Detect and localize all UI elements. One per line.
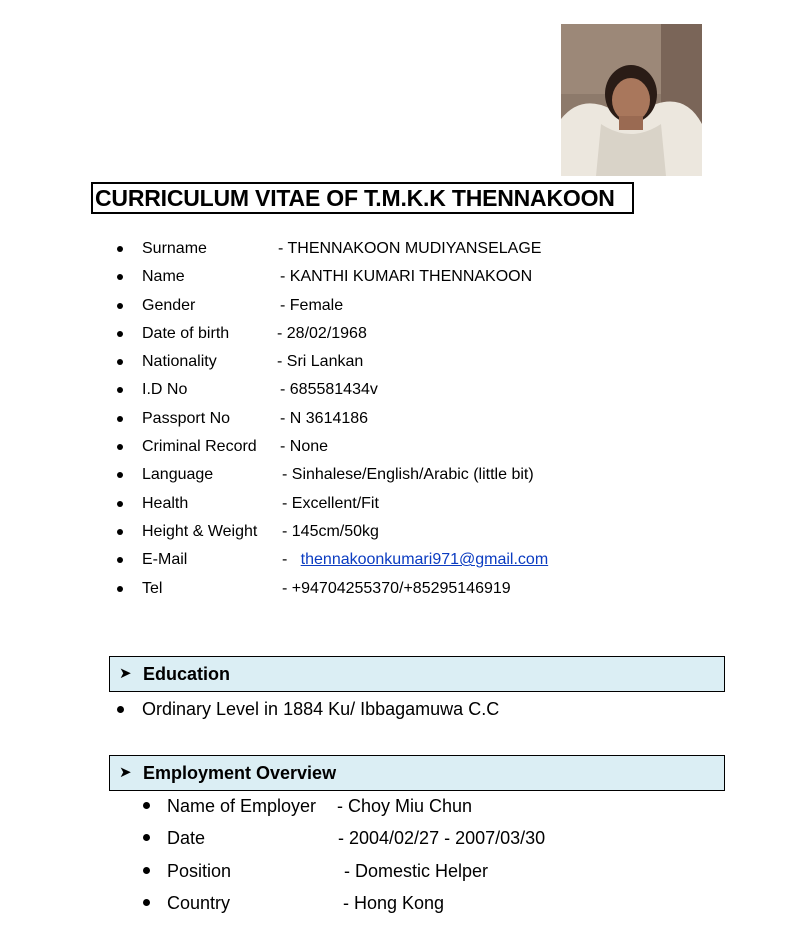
detail-row <box>0 433 800 461</box>
bullet-icon <box>143 899 150 906</box>
bullet-icon <box>117 501 123 507</box>
employment-heading <box>109 755 725 791</box>
detail-label: Criminal Record <box>142 438 257 456</box>
detail-label: Height & Weight <box>142 522 258 540</box>
detail-label: I.D No <box>142 381 188 399</box>
detail-label: E-Mail <box>142 551 188 569</box>
employment-label: Position <box>167 860 232 881</box>
bullet-icon <box>117 416 123 422</box>
bullet-icon <box>117 444 123 450</box>
detail-value: - THENNAKOON MUDIYANSELAGE <box>278 240 542 257</box>
detail-label: Language <box>142 466 214 484</box>
bullet-icon <box>143 867 150 874</box>
detail-value: - N 3614186 <box>280 409 369 427</box>
employment-row <box>0 824 800 856</box>
detail-row <box>0 405 800 433</box>
detail-label: Surname <box>142 240 207 257</box>
employment-list <box>0 792 800 921</box>
employment-value: - Domestic Helper <box>344 860 489 881</box>
cv-title: CURRICULUM VITAE OF T.M.K.K THENNAKOON <box>91 182 634 214</box>
education-heading-label: Education <box>143 664 231 684</box>
employment-label: Name of Employer <box>167 796 317 816</box>
detail-value: - None <box>280 438 329 456</box>
detail-dash: - <box>282 551 288 569</box>
bullet-icon <box>117 246 123 252</box>
bullet-icon <box>117 529 123 535</box>
employment-value: - Choy Miu Chun <box>337 796 473 816</box>
employment-label: Country <box>167 892 231 913</box>
bullet-icon <box>143 834 150 841</box>
bullet-icon <box>117 331 123 337</box>
detail-label: Date of birth <box>142 324 230 342</box>
detail-row <box>0 320 800 348</box>
education-heading <box>109 656 725 692</box>
employment-heading-label: Employment Overview <box>143 763 337 783</box>
bullet-icon <box>117 706 124 713</box>
bullet-icon <box>117 586 123 592</box>
detail-label: Name <box>142 268 185 286</box>
employment-row <box>0 889 800 921</box>
bullet-icon <box>117 472 123 478</box>
detail-row <box>0 263 800 291</box>
detail-row <box>0 461 800 489</box>
detail-row <box>0 575 800 603</box>
employment-row <box>0 857 800 889</box>
detail-row <box>0 546 800 574</box>
personal-details-list <box>0 235 800 603</box>
detail-value: - Excellent/Fit <box>282 494 379 512</box>
detail-value: - 28/02/1968 <box>277 324 367 342</box>
detail-value: - KANTHI KUMARI THENNAKOON <box>280 268 533 286</box>
detail-label: Passport No <box>142 409 231 427</box>
detail-row <box>0 518 800 546</box>
bullet-icon <box>117 359 123 365</box>
arrow-bullet-icon: ➤ <box>119 665 132 682</box>
detail-row <box>0 348 800 376</box>
detail-row <box>0 235 800 263</box>
bullet-icon <box>117 387 123 393</box>
education-item-text: Ordinary Level in 1884 Ku/ Ibbagamuwa C.C <box>142 699 500 719</box>
employment-row <box>0 792 800 824</box>
education-item <box>0 696 800 722</box>
profile-photo <box>561 24 702 176</box>
employment-label: Date <box>167 828 206 849</box>
detail-row <box>0 292 800 320</box>
employment-value: - Hong Kong <box>343 892 445 913</box>
bullet-icon <box>117 557 123 563</box>
email-link[interactable]: thennakoonkumari971@gmail.com <box>300 551 549 569</box>
detail-label: Nationality <box>142 353 217 371</box>
employment-value: - 2004/02/27 - 2007/03/30 <box>338 828 546 849</box>
detail-value: - +94704255370/+85295146919 <box>282 579 511 597</box>
detail-value <box>282 546 548 574</box>
detail-value: - Sri Lankan <box>277 353 364 371</box>
bullet-icon <box>117 303 123 309</box>
detail-row <box>0 376 800 404</box>
detail-label: Gender <box>142 296 196 314</box>
bullet-icon <box>117 274 123 280</box>
detail-row <box>0 490 800 518</box>
detail-value: - 685581434v <box>280 381 378 399</box>
detail-value: - Female <box>280 296 344 314</box>
detail-value: - 145cm/50kg <box>282 522 379 540</box>
detail-label: Tel <box>142 579 163 597</box>
detail-label: Health <box>142 494 189 512</box>
arrow-bullet-icon: ➤ <box>119 764 132 781</box>
bullet-icon <box>143 802 150 809</box>
detail-value: - Sinhalese/English/Arabic (little bit) <box>282 466 534 484</box>
